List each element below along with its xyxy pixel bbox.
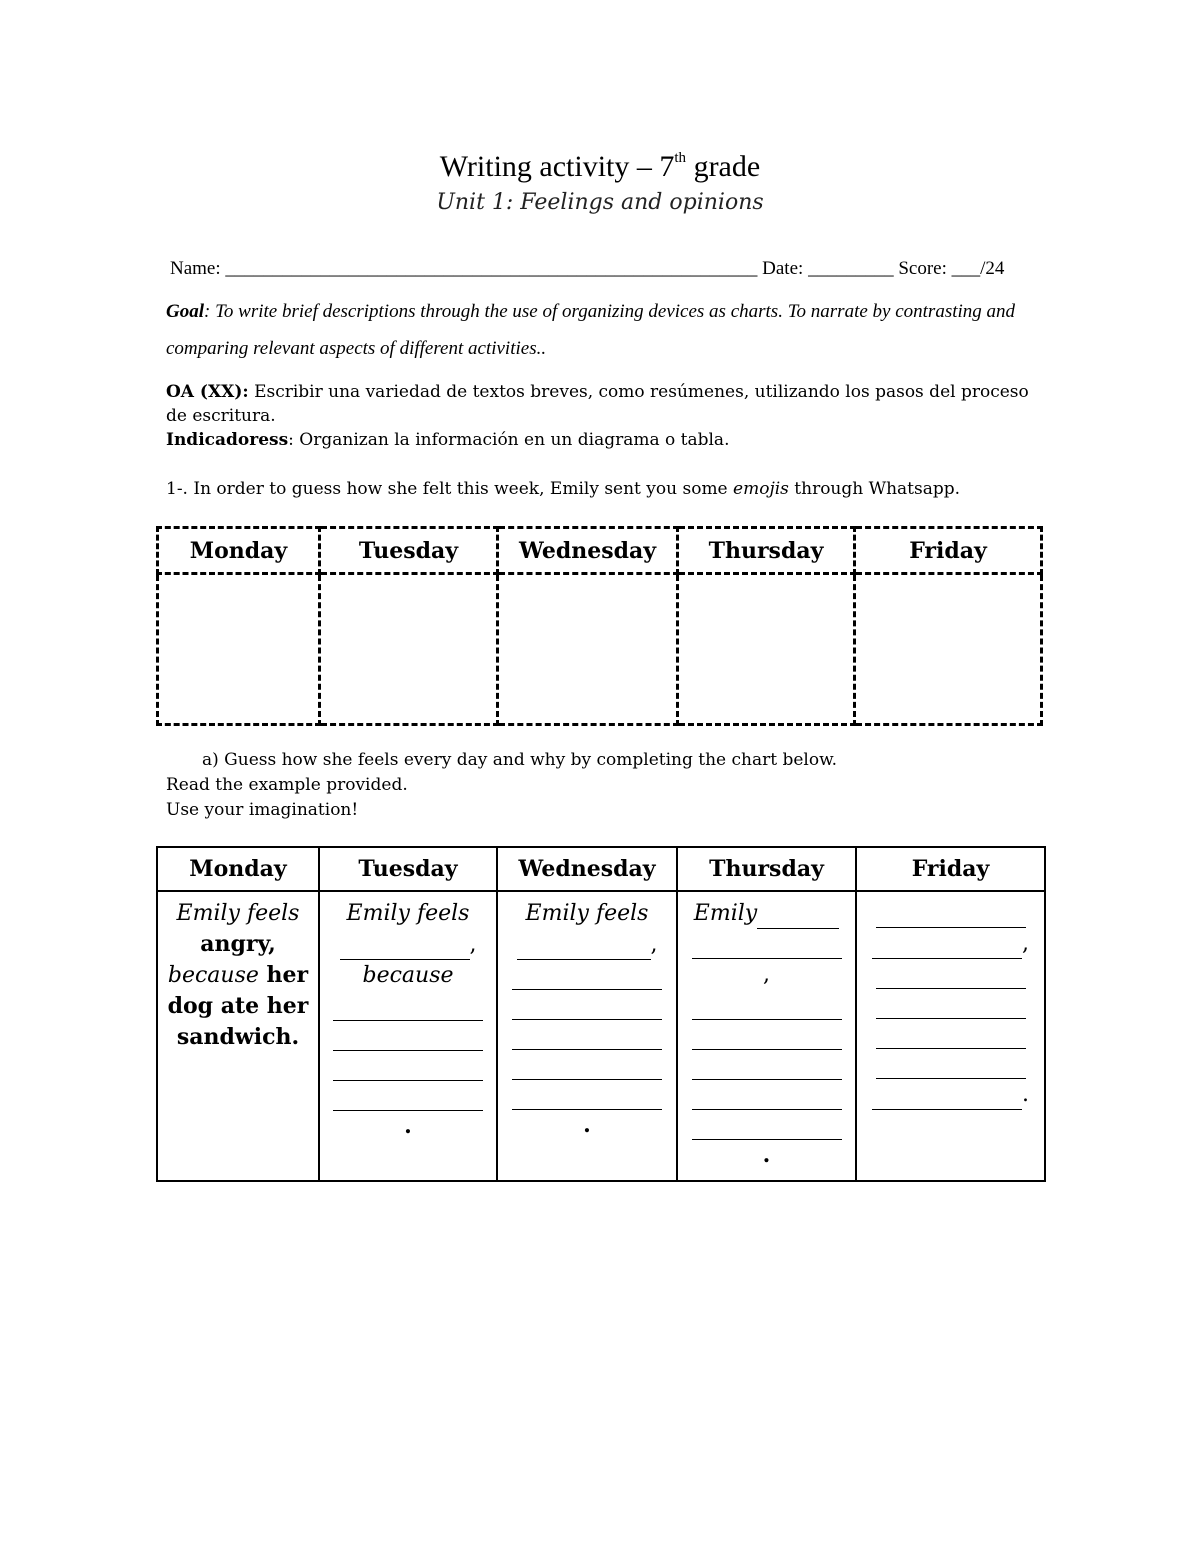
emoji-cell[interactable] xyxy=(320,574,498,725)
day-header: Monday xyxy=(158,528,320,574)
day-header: Thursday xyxy=(678,528,855,574)
day-header: Thursday xyxy=(677,847,856,891)
day-header: Monday xyxy=(157,847,319,891)
question-1: 1-. In order to guess how she felt this week, Emily sent you some emojis through Whatsapp. xyxy=(166,479,961,499)
day-header: Tuesday xyxy=(320,528,498,574)
answer-cell-wednesday[interactable]: Emily feels , . xyxy=(497,891,677,1181)
score-value: ___/24 xyxy=(946,258,1005,279)
example-cell-monday: Emily feels angry, because her dog ate her sandwich. xyxy=(157,891,319,1181)
day-header: Wednesday xyxy=(497,847,677,891)
answer-blank[interactable] xyxy=(872,929,1022,959)
page-title: Writing activity – 7th grade xyxy=(439,150,761,183)
student-info-line xyxy=(170,258,1004,280)
answer-blank[interactable] xyxy=(757,899,839,929)
feelings-table-body-row xyxy=(157,891,1045,1181)
answer-blank[interactable] xyxy=(876,1049,1026,1079)
name-blank[interactable]: ________________________________________________________ xyxy=(225,258,758,279)
emoji-table-body-row xyxy=(158,574,1042,725)
emoji-table-header-row xyxy=(158,528,1042,574)
goal-label: Goal xyxy=(166,301,204,322)
answer-cell-friday[interactable]: , . xyxy=(856,891,1045,1181)
answer-blank[interactable] xyxy=(692,1020,842,1050)
answer-blank[interactable] xyxy=(333,991,483,1021)
date-label: Date: xyxy=(757,258,804,279)
answer-blank[interactable] xyxy=(872,1080,1022,1110)
answer-blank[interactable] xyxy=(333,1081,483,1111)
day-header: Friday xyxy=(856,847,1045,891)
date-blank[interactable]: _________ xyxy=(803,258,894,279)
indicators-text: : Organizan la información en un diagrama o tabla. xyxy=(288,430,730,450)
answer-blank[interactable] xyxy=(692,990,842,1020)
answer-blank[interactable] xyxy=(876,1019,1026,1049)
oa-label: OA (XX): xyxy=(166,382,249,402)
answer-blank[interactable] xyxy=(333,1021,483,1051)
emoji-cell[interactable] xyxy=(855,574,1042,725)
answer-cell-thursday[interactable]: Emily , . xyxy=(677,891,856,1181)
question-a: a) Guess how she feels every day and why by completing the chart below. Read the example provided. Use your imagination! xyxy=(166,750,838,820)
answer-blank[interactable] xyxy=(517,930,651,960)
answer-blank[interactable] xyxy=(512,990,662,1020)
emoji-cell[interactable] xyxy=(678,574,855,725)
answer-blank[interactable] xyxy=(692,1050,842,1080)
answer-blank[interactable] xyxy=(512,1050,662,1080)
answer-blank[interactable] xyxy=(512,1080,662,1110)
day-header: Tuesday xyxy=(319,847,497,891)
goal-text: : To write brief descriptions through the use of organizing devices as charts. To narrate by contrasting and comparing relevant aspects of different activities.. xyxy=(166,301,1016,359)
goal-paragraph xyxy=(166,293,1046,367)
emoji-cell[interactable] xyxy=(498,574,678,725)
answer-blank[interactable] xyxy=(876,989,1026,1019)
emoji-table xyxy=(156,526,1043,726)
oa-text: Escribir una variedad de textos breves, como resúmenes, utilizando los pasos del proceso de escritura. xyxy=(166,382,1029,426)
score-label: Score: xyxy=(893,258,947,279)
answer-blank[interactable] xyxy=(340,930,470,960)
answer-blank[interactable] xyxy=(512,960,662,990)
answer-blank[interactable] xyxy=(876,898,1026,928)
indicators-label: Indicadoress xyxy=(166,430,289,450)
answer-blank[interactable] xyxy=(692,1110,842,1140)
feelings-table xyxy=(156,846,1046,1182)
name-label: Name: xyxy=(170,258,221,279)
page-subtitle: Unit 1: Feelings and opinions xyxy=(436,190,764,215)
feelings-table-header-row xyxy=(157,847,1045,891)
day-header: Friday xyxy=(855,528,1042,574)
answer-blank[interactable] xyxy=(512,1020,662,1050)
answer-blank[interactable] xyxy=(333,1051,483,1081)
day-header: Wednesday xyxy=(498,528,678,574)
answer-cell-tuesday[interactable]: Emily feels , because . xyxy=(319,891,497,1181)
answer-blank[interactable] xyxy=(692,929,842,959)
answer-blank[interactable] xyxy=(692,1080,842,1110)
answer-blank[interactable] xyxy=(876,959,1026,989)
oa-paragraph xyxy=(166,380,1046,452)
emoji-cell[interactable] xyxy=(158,574,320,725)
